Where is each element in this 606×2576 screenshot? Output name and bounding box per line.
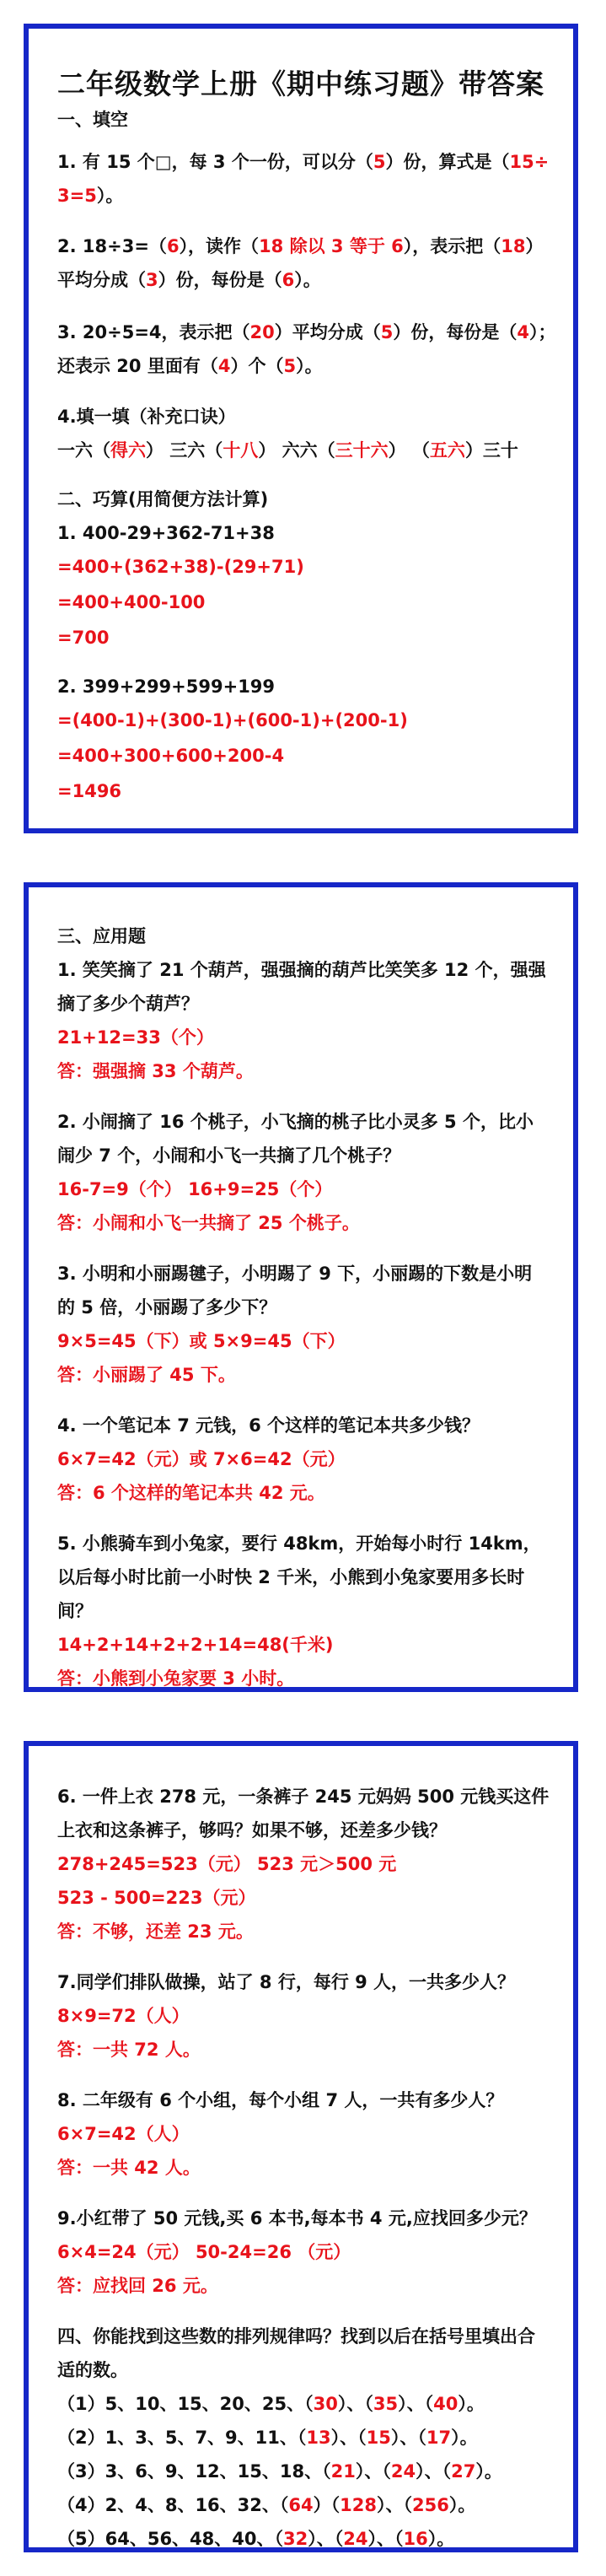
answer-text: 21+12=33（个） — [57, 1027, 214, 1048]
answer-text: 9×5=45（下）或 5×9=45（下） — [57, 1331, 346, 1351]
question-text: ）份，每份是（ — [393, 322, 518, 342]
question-text: ）、（ — [330, 2428, 367, 2448]
question-text: ） — [525, 236, 544, 256]
text-line — [57, 1635, 334, 1656]
question-text: ）个（ — [230, 356, 284, 376]
answer-text: 32 — [283, 2529, 308, 2549]
text-line — [57, 1061, 254, 1082]
page-title: 二年级数学上册《期中练习题》带答案 — [57, 67, 544, 100]
question-text: 的 5 倍，小丽踢了多少下？ — [57, 1297, 277, 1318]
question-text: ）、（ — [308, 2529, 344, 2549]
text-line — [57, 440, 518, 461]
text-line — [57, 2242, 351, 2263]
question-text: 摘了多少个葫芦？ — [57, 994, 199, 1014]
answer-text: 64 — [288, 2495, 314, 2515]
question-text: ） （ — [388, 440, 430, 461]
answer-text: 35 — [373, 2394, 399, 2414]
question-text: 8. 二年级有 6 个小组，每个小组 7 人，一共有多少人？ — [57, 2090, 504, 2110]
text-line — [57, 407, 236, 428]
question-text: ）、（ — [337, 2394, 373, 2414]
question-text: ）、（ — [416, 2461, 452, 2482]
question-text: 一、填空 — [57, 110, 128, 130]
text-line — [57, 1786, 549, 1808]
question-text: 6. 一件上衣 278 元，一条裤子 245 元妈妈 500 元钱买这件 — [57, 1786, 550, 1807]
question-text: 二、巧算(用简便方法计算) — [57, 489, 269, 509]
question-text: ）平均分成（ — [274, 322, 381, 342]
question-text: 1. 400-29+362-71+38 — [57, 523, 275, 543]
text-line — [57, 2006, 190, 2027]
answer-text: 5 — [283, 356, 297, 376]
question-text: ） 六六（ — [258, 440, 335, 461]
text-line — [57, 110, 128, 131]
question-text: 5. 小熊骑车到小兔家，要行 48km，开始每小时行 14km， — [57, 1533, 541, 1554]
answer-text: 十八 — [223, 440, 259, 461]
answer-text: 6×7=42（元）或 7×6=42（元） — [57, 1449, 346, 1469]
question-text: （5）64、56、48、40、（ — [57, 2529, 284, 2549]
text-line — [57, 152, 549, 173]
answer-text: 128 — [340, 2495, 377, 2515]
question-text: （3）3、6、9、12、15、18、（ — [57, 2461, 331, 2482]
answer-text: 13 — [306, 2428, 331, 2448]
question-text: 4. 一个笔记本 7 元钱，6 个这样的笔记本共多少钱？ — [57, 1415, 480, 1436]
question-text: 一六（ — [57, 440, 110, 461]
text-line — [57, 1533, 541, 1555]
text-line — [57, 676, 275, 698]
question-text: ）。 — [458, 2394, 485, 2414]
answer-text: 16-7=9（个） 16+9=25（个） — [57, 1179, 333, 1199]
question-text: ）、（ — [390, 2428, 426, 2448]
question-text: ）份，每份是（ — [158, 270, 282, 290]
answer-text: 18 除以 3 等于 6 — [259, 236, 404, 256]
question-text: 以后每小时比前一小时快 2 千米，小熊到小兔家要用多长时 — [57, 1567, 525, 1587]
answer-text: 答：一共 42 人。 — [57, 2158, 201, 2178]
question-text: 间？ — [57, 1601, 93, 1621]
text-line — [57, 1854, 396, 1875]
question-text: 适的数。 — [57, 2360, 128, 2380]
answer-text: 15÷ — [509, 152, 550, 172]
text-line — [57, 994, 199, 1015]
question-text: ）。 — [448, 2495, 476, 2515]
text-line — [57, 270, 321, 291]
text-line — [57, 356, 323, 377]
answer-text: 16 — [403, 2529, 428, 2549]
text-line — [57, 523, 275, 544]
answer-text: 6×4=24（元） 50-24=26 （元） — [57, 2242, 351, 2262]
question-text: 3. 20÷5=4，表示把（ — [57, 322, 250, 342]
text-line — [57, 2040, 201, 2061]
question-text: 9.小红带了 50 元钱,买 6 本书,每本书 4 元,应找回多少元？ — [57, 2208, 537, 2228]
text-line — [57, 322, 556, 343]
text-line — [57, 926, 146, 947]
answer-text: 答：一共 72 人。 — [57, 2040, 201, 2060]
text-line — [57, 2461, 502, 2482]
text-line — [57, 781, 121, 802]
question-text: （1）5、10、15、20、25、（ — [57, 2394, 314, 2414]
text-line — [57, 236, 544, 257]
text-line — [57, 1921, 254, 1943]
question-text: ）、（ — [355, 2461, 391, 2482]
text-line — [57, 2360, 128, 2381]
question-text: 7.同学们排队做操，站了 8 行，每行 9 人，一共多少人？ — [57, 1972, 516, 1992]
answer-text: 6 — [282, 270, 295, 290]
text-line — [57, 1112, 534, 1133]
question-text: ）三十 — [464, 440, 518, 461]
question-text: 还表示 20 里面有（ — [57, 356, 218, 376]
text-line — [57, 1027, 214, 1048]
question-text: ），读作（ — [179, 236, 260, 256]
text-line — [57, 557, 304, 578]
text-line — [57, 1365, 236, 1386]
text-line — [57, 2495, 475, 2516]
text-line — [57, 2326, 535, 2347]
question-text: ）。 — [451, 2428, 478, 2448]
answer-text: 答：小丽踢了 45 下。 — [57, 1365, 236, 1385]
answer-text: 18 — [501, 236, 526, 256]
question-text: ）、（ — [367, 2529, 404, 2549]
text-line — [57, 628, 109, 649]
answer-text: 3 — [146, 270, 158, 290]
answer-text: =1496 — [57, 781, 122, 801]
answer-text: 5 — [373, 152, 386, 172]
answer-text: 20 — [249, 322, 275, 342]
question-text: 2. 399+299+599+199 — [57, 676, 276, 697]
text-line — [57, 1483, 325, 1504]
question-text: 三、应用题 — [57, 926, 146, 946]
text-line — [57, 1972, 515, 1993]
text-line — [57, 1145, 400, 1167]
question-text: ）。 — [427, 2529, 455, 2549]
question-text: 2. 小闹摘了 16 个桃子，小飞摘的桃子比小灵多 5 个，比小 — [57, 1112, 534, 1132]
text-line — [57, 1297, 276, 1318]
question-text: ） 三六（ — [146, 440, 223, 461]
answer-text: 523 - 500=223（元） — [57, 1888, 256, 1908]
text-line — [57, 1820, 447, 1841]
question-text: 1. 笑笑摘了 21 个葫芦，强强摘的葫芦比笑笑多 12 个，强强 — [57, 960, 546, 980]
answer-text: 30 — [313, 2394, 338, 2414]
answer-text: 答：强强摘 33 个葫芦。 — [57, 1061, 254, 1081]
text-line — [57, 2124, 190, 2145]
question-text: 3. 小明和小丽踢毽子，小明踢了 9 下，小丽踢的下数是小明 — [57, 1264, 533, 1284]
answer-text: 256 — [411, 2495, 449, 2515]
answer-text: 答：6 个这样的笔记本共 42 元。 — [57, 1483, 325, 1503]
answer-text: 27 — [451, 2461, 476, 2482]
question-text: ）； — [529, 322, 556, 342]
answer-text: 24 — [390, 2461, 416, 2482]
question-text: ）（ — [313, 2495, 341, 2515]
answer-text: 5 — [380, 322, 394, 342]
question-text: ）、（ — [376, 2495, 412, 2515]
answer-text: 3=5 — [57, 186, 97, 206]
section-card-fill-and-calc — [24, 24, 578, 833]
answer-text: 40 — [433, 2394, 459, 2414]
question-text: ）。 — [96, 186, 124, 206]
text-line — [57, 2428, 478, 2449]
answer-text: 4 — [217, 356, 231, 376]
answer-text: 17 — [426, 2428, 452, 2448]
answer-text: 24 — [343, 2529, 368, 2549]
text-line — [57, 489, 268, 510]
text-line — [57, 1668, 294, 1689]
answer-text: 6×7=42（人） — [57, 2124, 190, 2144]
answer-text: 五六 — [429, 440, 465, 461]
text-line — [57, 2090, 503, 2111]
text-line — [57, 1331, 346, 1352]
answer-text: 278+245=523（元） 523 元＞500 元 — [57, 1854, 397, 1874]
question-text: 2. 18÷3=（ — [57, 236, 167, 256]
question-text: 闹少 7 个，小闹和小飞一共摘了几个桃子？ — [57, 1145, 401, 1166]
answer-text: 答：不够，还差 23 元。 — [57, 1921, 254, 1942]
question-text: 1. 有 15 个□，每 3 个一份，可以分（ — [57, 152, 373, 172]
answer-text: =400+300+600+200-4 — [57, 746, 285, 766]
question-text: 上衣和这条裤子，够吗？如果不够，还差多少钱？ — [57, 1820, 447, 1840]
answer-text: =700 — [57, 628, 110, 648]
answer-text: 21 — [330, 2461, 356, 2482]
question-text: ）。 — [475, 2461, 502, 2482]
answer-text: 答：小闹和小飞一共摘了 25 个桃子。 — [57, 1213, 360, 1233]
text-line — [57, 2276, 218, 2297]
text-line — [57, 2158, 201, 2179]
question-text: ）份，算式是（ — [385, 152, 510, 172]
section-card-word-problems — [24, 882, 578, 1692]
text-line — [57, 2529, 454, 2550]
answer-text: 14+2+14+2+2+14=48(千米) — [57, 1635, 334, 1655]
text-line — [57, 1415, 480, 1436]
question-text: ）、（ — [398, 2394, 434, 2414]
question-text: 四、你能找到这些数的排列规律吗？找到以后在括号里填出合 — [57, 2326, 535, 2347]
answer-text: =(400-1)+(300-1)+(600-1)+(200-1) — [57, 710, 408, 730]
answer-text: 三十六 — [335, 440, 389, 461]
text-line — [57, 1567, 524, 1588]
question-text: ）。 — [296, 356, 323, 376]
answer-text: 4 — [517, 322, 530, 342]
text-line — [57, 960, 546, 981]
text-line — [57, 2208, 537, 2229]
answer-text: 8×9=72（人） — [57, 2006, 190, 2026]
section-card-more-problems — [24, 1741, 578, 2552]
answer-text: 15 — [366, 2428, 391, 2448]
text-line — [57, 2394, 485, 2415]
question-text: 4.填一填（补充口诀） — [57, 407, 236, 427]
answer-text: 答：应找回 26 元。 — [57, 2276, 218, 2296]
text-line — [57, 1264, 532, 1285]
text-line — [57, 592, 205, 613]
question-text: 平均分成（ — [57, 270, 146, 290]
answer-text: 答：小熊到小兔家要 3 小时。 — [57, 1668, 295, 1689]
text-line — [57, 1179, 332, 1200]
text-line — [57, 746, 284, 767]
text-line — [57, 1888, 255, 1909]
answer-text: 得六 — [110, 440, 146, 461]
answer-text: =400+400-100 — [57, 592, 206, 612]
text-line — [57, 186, 123, 207]
question-text: （2）1、3、5、7、9、11、（ — [57, 2428, 307, 2448]
text-line — [57, 1213, 360, 1234]
question-text: ），表示把（ — [403, 236, 501, 256]
text-line — [57, 1601, 93, 1622]
text-line — [57, 710, 408, 731]
question-text: （4）2、4、8、16、32、（ — [57, 2495, 289, 2515]
answer-text: 6 — [166, 236, 180, 256]
answer-text: =400+(362+38)-(29+71) — [57, 557, 304, 577]
question-text: ）。 — [294, 270, 321, 290]
text-line — [57, 1449, 346, 1470]
